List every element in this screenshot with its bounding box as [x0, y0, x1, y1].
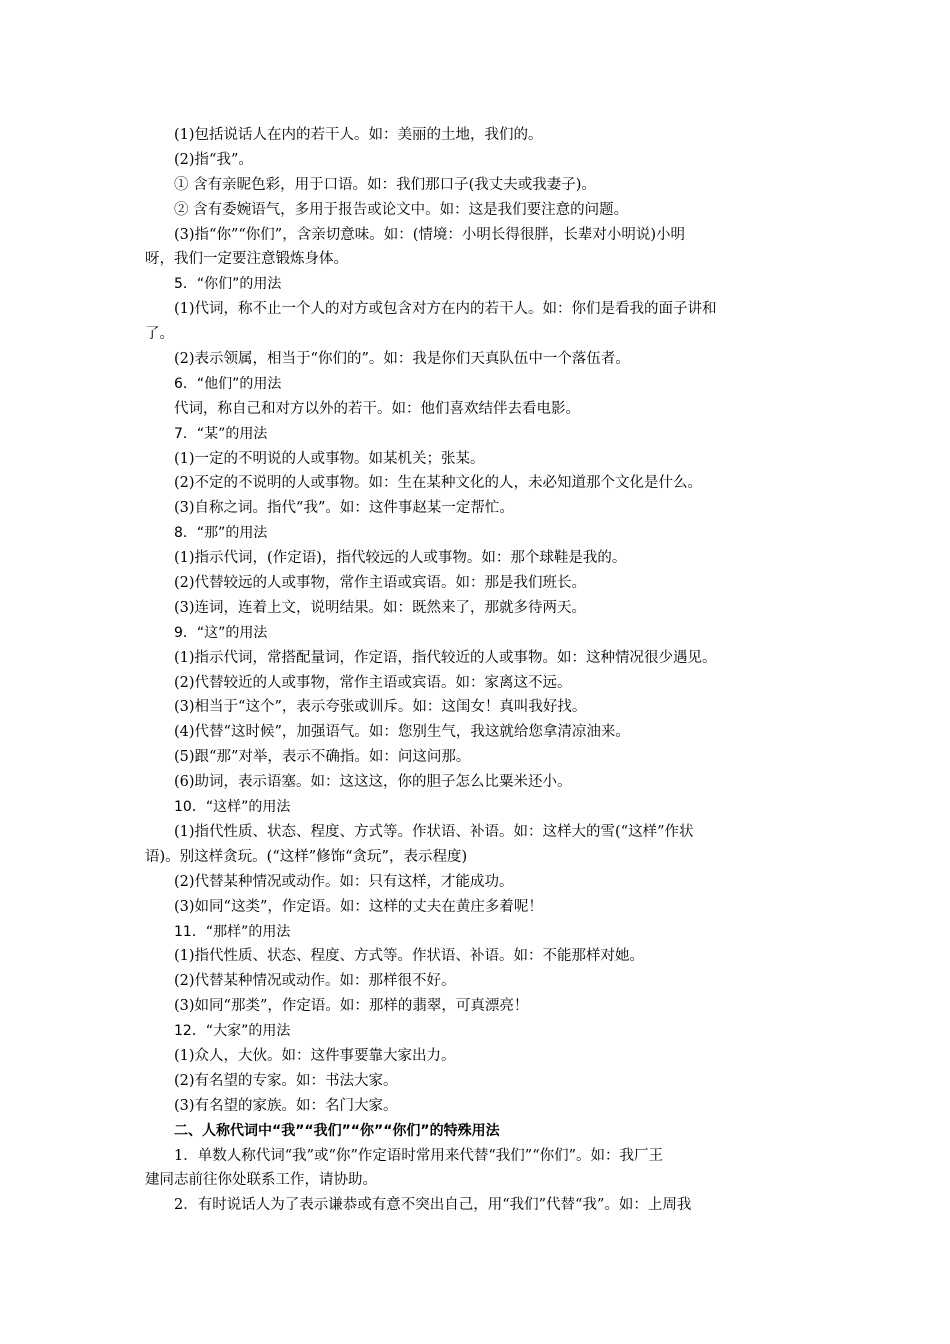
text-line: (1)众人，大伙。如：这件事要靠大家出力。: [174, 1047, 456, 1064]
text-line: (3)有名望的家族。如：名门大家。: [174, 1097, 398, 1114]
section-heading: 5．“你们”的用法: [174, 276, 282, 293]
text-line: (2)有名望的专家。如：书法大家。: [174, 1072, 398, 1089]
text-line: 2．有时说话人为了表示谦恭或有意不突出自己，用“我们”代替“我”。如：上周我: [174, 1197, 692, 1214]
text-line: (2)代替较远的人或事物，常作主语或宾语。如：那是我们班长。: [174, 575, 587, 592]
text-line: (4)代替“这时候”，加强语气。如：您别生气，我这就给您拿清凉油来。: [174, 724, 630, 741]
text-line: 1．单数人称代词“我”或“你”作定语时常用来代替“我们”“你们”。如：我厂王: [174, 1147, 664, 1164]
section-heading: 二、人称代词中“我”“我们”“你”“你们”的特殊用法: [174, 1122, 500, 1139]
text-line: (1)代词，称不止一个人的对方或包含对方在内的若干人。如：你们是看我的面子讲和: [174, 301, 717, 318]
text-line: (1)一定的不明说的人或事物。如某机关；张某。: [174, 450, 485, 467]
section-heading: 12．“大家”的用法: [174, 1023, 291, 1040]
section-heading: 10．“这样”的用法: [174, 799, 291, 816]
text-line: (1)指代性质、状态、程度、方式等。作状语、补语。如：不能那样对她。: [174, 948, 645, 965]
section-heading: 6．“他们”的用法: [174, 375, 282, 392]
text-line: (2)代替某种情况或动作。如：那样很不好。: [174, 973, 456, 990]
text-line: (2)代替某种情况或动作。如：只有这样，才能成功。: [174, 873, 514, 890]
text-line: (3)相当于“这个”，表示夸张或训斥。如：这闺女！真叫我好找。: [174, 699, 587, 716]
text-line: (3)如同“那类”，作定语。如：那样的翡翠，可真漂亮！: [174, 998, 529, 1015]
text-line: (3)指“你”“你们”，含亲切意味。如：(情境：小明长得很胖，长辈对小明说)小明: [174, 226, 686, 243]
text-line: (2)指“我”。: [174, 151, 253, 168]
section-heading: 7．“某”的用法: [174, 425, 268, 442]
text-line: (3)连词，连着上文，说明结果。如：既然来了，那就多待两天。: [174, 599, 587, 616]
text-line: ② 含有委婉语气，多用于报告或论文中。如：这是我们要注意的问题。: [174, 201, 629, 218]
text-line: 呀，我们一定要注意锻炼身体。: [145, 251, 348, 268]
text-line: (3)如同“这类”，作定语。如：这样的丈夫在黄庄多着呢！: [174, 898, 543, 915]
document-body: [145, 123, 810, 1218]
section-heading: 9．“这”的用法: [174, 624, 268, 641]
text-line: 了。: [145, 326, 174, 343]
text-line: (1)指示代词，常搭配量词，作定语，指代较近的人或事物。如：这种情况很少遇见。: [174, 649, 717, 666]
text-line: (1)指代性质、状态、程度、方式等。作状语、补语。如：这样大的雪(“这样”作状: [174, 823, 694, 840]
text-line: (1)指示代词，(作定语)，指代较远的人或事物。如：那个球鞋是我的。: [174, 550, 627, 567]
text-line: (2)表示领属，相当于“你们的”。如：我是你们天真队伍中一个落伍者。: [174, 351, 630, 368]
text-line: (1)包括说话人在内的若干人。如：美丽的土地，我们的。: [174, 127, 543, 143]
section-heading: 8．“那”的用法: [174, 525, 268, 542]
text-line: ① 含有亲昵色彩，用于口语。如：我们那口子(我丈夫或我妻子)。: [174, 176, 596, 193]
text-line: (6)助词，表示语塞。如：这这这，你的胆子怎么比粟米还小。: [174, 774, 572, 791]
text-line: (3)自称之词。指代“我”。如：这件事赵某一定帮忙。: [174, 500, 514, 517]
text-line: (5)跟“那”对举，表示不确指。如：问这问那。: [174, 749, 471, 766]
text-line: 建同志前往你处联系工作，请协助。: [145, 1172, 377, 1189]
text-line: 代词，称自己和对方以外的若干。如：他们喜欢结伴去看电影。: [174, 400, 580, 417]
section-heading: 11．“那样”的用法: [174, 923, 291, 940]
text-line: (2)不定的不说明的人或事物。如：生在某种文化的人，未必知道那个文化是什么。: [174, 475, 703, 492]
text-line: 语)。别这样贪玩。(“这样”修饰“贪玩”，表示程度): [145, 848, 468, 865]
text-line: (2)代替较近的人或事物，常作主语或宾语。如：家离这不远。: [174, 674, 572, 691]
